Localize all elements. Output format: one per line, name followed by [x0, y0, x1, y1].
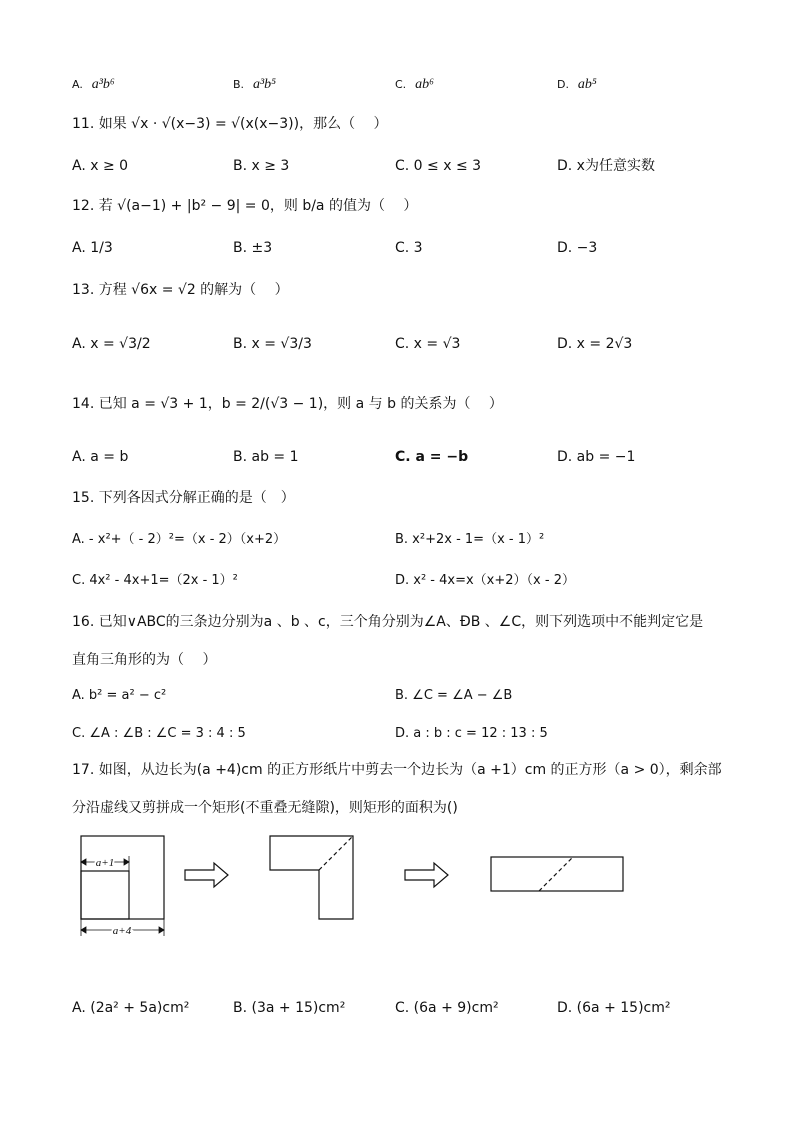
arrow-right-icon: [405, 863, 448, 887]
q12-option-b[interactable]: B. ±3: [233, 240, 273, 256]
q10-option-b[interactable]: B. a³b⁵: [233, 77, 277, 92]
q11-option-a[interactable]: A. x ≥ 0: [72, 158, 129, 174]
figure-l-shape-panel: [270, 836, 353, 919]
q11-option-d[interactable]: D. x为任意实数: [557, 158, 655, 174]
q15-option-a[interactable]: A. - x²+（ - 2）²=（x - 2）（x+2）: [72, 532, 287, 547]
q16-option-b[interactable]: B. ∠C = ∠A − ∠B: [395, 688, 513, 703]
q13-option-c[interactable]: C. x = √3: [395, 336, 461, 352]
q17-option-a[interactable]: A. (2a² + 5a)cm²: [72, 1000, 190, 1016]
q14-option-a[interactable]: A. a = b: [72, 449, 129, 465]
q14-option-d[interactable]: D. ab = −1: [557, 449, 636, 465]
q12-stem: 12. 若 √(a−1) + |b² − 9| = 0，则 b/a 的值为（ ）: [72, 198, 418, 214]
q10-option-d[interactable]: D. ab⁵: [557, 77, 597, 92]
label-a-plus-4: a+4: [112, 925, 132, 937]
q17-option-c[interactable]: C. (6a + 9)cm²: [395, 1000, 499, 1016]
q16-stem-line1: 16. 已知∨ABC的三条边分别为a 、b 、c，三个角分别为∠A、ÐB 、∠C，则下列选项中不能判定它是: [72, 614, 704, 630]
q17-figure: [70, 826, 650, 946]
q14-option-c[interactable]: C. a = −b: [395, 449, 469, 465]
q17-stem-line2: 分沿虚线又剪拼成一个矩形(不重叠无缝隙)，则矩形的面积为(): [72, 800, 458, 816]
q13-option-a[interactable]: A. x = √3/2: [72, 336, 151, 352]
figure-rectangle-panel: [491, 857, 623, 891]
q17-option-d[interactable]: D. (6a + 15)cm²: [557, 1000, 671, 1016]
figure-square-panel: [81, 836, 164, 919]
q11-option-b[interactable]: B. x ≥ 3: [233, 158, 290, 174]
q14-option-b[interactable]: B. ab = 1: [233, 449, 299, 465]
q14-stem: 14. 已知 a = √3 + 1，b = 2/(√3 − 1)，则 a 与 b 的关系为（ ）: [72, 396, 503, 412]
q15-option-d[interactable]: D. x² - 4x=x（x+2）（x - 2）: [395, 573, 575, 588]
q13-stem: 13. 方程 √6x = √2 的解为（ ）: [72, 282, 289, 298]
arrow-right-icon: [185, 863, 228, 887]
q15-option-c[interactable]: C. 4x² - 4x+1=（2x - 1）²: [72, 573, 238, 588]
q16-option-d[interactable]: D. a : b : c = 12 : 13 : 5: [395, 726, 548, 741]
q16-option-c[interactable]: C. ∠A : ∠B : ∠C = 3 : 4 : 5: [72, 726, 246, 741]
q12-option-a[interactable]: A. 1/3: [72, 240, 113, 256]
q15-stem: 15. 下列各因式分解正确的是（ ）: [72, 490, 295, 506]
q16-option-a[interactable]: A. b² = a² − c²: [72, 688, 167, 703]
q11-stem: 11. 如果 √x · √(x−3) = √(x(x−3))，那么（ ）: [72, 116, 388, 132]
q10-option-c[interactable]: C. ab⁶: [395, 77, 434, 92]
q13-option-b[interactable]: B. x = √3/3: [233, 336, 312, 352]
q17-option-b[interactable]: B. (3a + 15)cm²: [233, 1000, 346, 1016]
q12-option-c[interactable]: C. 3: [395, 240, 423, 256]
q12-option-d[interactable]: D. −3: [557, 240, 598, 256]
q15-option-b[interactable]: B. x²+2x - 1=（x - 1）²: [395, 532, 545, 547]
q13-option-d[interactable]: D. x = 2√3: [557, 336, 633, 352]
label-a-plus-1: a+1: [95, 857, 115, 869]
q16-stem-line2: 直角三角形的为（ ）: [72, 652, 217, 668]
q11-option-c[interactable]: C. 0 ≤ x ≤ 3: [395, 158, 482, 174]
q10-option-a[interactable]: A. a³b⁶: [72, 77, 115, 92]
q17-stem-line1: 17. 如图，从边长为(a +4)cm 的正方形纸片中剪去一个边长为（a +1）cm 的正方形（a > 0），剩余部: [72, 762, 722, 778]
